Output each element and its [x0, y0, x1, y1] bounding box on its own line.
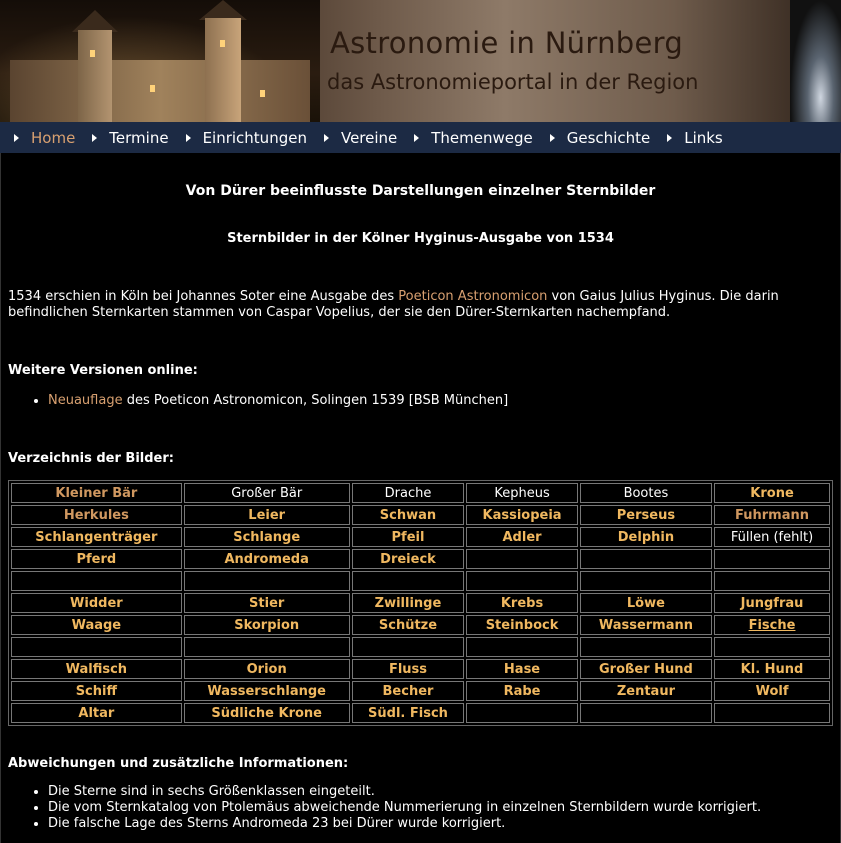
table-cell-constellation: Füllen (fehlt)	[714, 527, 830, 547]
nav-item-links[interactable]	[667, 129, 723, 147]
table-cell-constellation[interactable]: Jungfrau	[714, 593, 830, 613]
table-row	[11, 703, 830, 723]
table-cell-constellation[interactable]: Kassiopeia	[466, 505, 577, 525]
table-cell-constellation[interactable]: Leier	[184, 505, 350, 525]
table-cell-constellation[interactable]: Becher	[352, 681, 465, 701]
table-cell-constellation[interactable]: Löwe	[580, 593, 712, 613]
table-cell-constellation[interactable]: Orion	[184, 659, 350, 679]
nav-link-themenwege[interactable]: Themenwege	[431, 128, 533, 147]
table-cell-empty	[714, 549, 830, 569]
table-cell-constellation[interactable]: Andromeda	[184, 549, 350, 569]
list-item: • Die vom Sternkatalog von Ptolemäus abweichende Nummerierung in einzelnen Sternbildern wurde korrigiert.	[48, 800, 761, 816]
arrow-right-icon	[92, 134, 97, 142]
nav-link-geschichte[interactable]: Geschichte	[566, 128, 651, 147]
table-cell-constellation[interactable]: Schiff	[11, 681, 182, 701]
arrow-right-icon	[324, 134, 329, 142]
arrow-right-icon	[550, 134, 555, 142]
poeticon-link[interactable]: Poeticon Astronomicon	[398, 289, 548, 304]
table-cell-constellation[interactable]: Dreieck	[352, 549, 465, 569]
neuauflage-link[interactable]: Neuauflage	[48, 393, 123, 408]
table-cell-empty	[714, 703, 830, 723]
table-cell-constellation[interactable]: Fische	[714, 615, 830, 635]
header-banner	[0, 0, 841, 122]
nav-item-einrichtungen[interactable]	[186, 129, 307, 147]
table-cell-constellation: Drache	[352, 483, 465, 503]
table-cell-constellation[interactable]: Wolf	[714, 681, 830, 701]
nav-link-vereine[interactable]: Vereine	[340, 128, 398, 147]
main-nav	[0, 122, 841, 153]
arrow-right-icon	[14, 134, 19, 142]
table-cell-constellation[interactable]: Fluss	[352, 659, 465, 679]
table-cell-empty	[580, 571, 712, 591]
table-cell-constellation[interactable]: Zentaur	[580, 681, 712, 701]
table-cell-constellation[interactable]: Wasserschlange	[184, 681, 350, 701]
table-cell-constellation[interactable]: Widder	[11, 593, 182, 613]
notes-list	[8, 784, 761, 832]
version-text: des Poeticon Astronomicon, Solingen 1539 [BSB München]	[122, 393, 509, 408]
table-cell-constellation[interactable]: Delphin	[580, 527, 712, 547]
table-row	[11, 615, 830, 635]
table-cell-constellation: Bootes	[580, 483, 712, 503]
table-cell-empty	[11, 637, 182, 657]
table-row	[11, 681, 830, 701]
intro-text-pre: 1534 erschien in Köln bei Johannes Soter eine Ausgabe des	[8, 289, 399, 304]
table-cell-constellation[interactable]: Schütze	[352, 615, 465, 635]
table-cell-constellation[interactable]: Kleiner Bär	[11, 483, 182, 503]
table-row	[11, 593, 830, 613]
table-cell-empty	[466, 571, 577, 591]
table-row	[11, 527, 830, 547]
table-row	[11, 483, 830, 503]
table-cell-constellation[interactable]: Zwillinge	[352, 593, 465, 613]
intro-text-post: von Gaius Julius Hyginus. Die darin befindlichen Sternkarten stammen von Caspar Vopelius, der sie den Dürer-Sternkarten nachempfand.	[8, 289, 779, 320]
armillary-image	[790, 0, 841, 122]
table-cell-constellation[interactable]: Stier	[184, 593, 350, 613]
table-cell-constellation[interactable]: Krone	[714, 483, 830, 503]
nav-item-termine[interactable]	[92, 129, 168, 147]
page-title: Von Dürer beeinflusste Darstellungen einzelner Sternbilder	[185, 183, 656, 199]
table-cell-constellation[interactable]: Rabe	[466, 681, 577, 701]
table-cell-empty	[714, 571, 830, 591]
table-cell-constellation[interactable]: Adler	[466, 527, 577, 547]
table-cell-constellation[interactable]: Walfisch	[11, 659, 182, 679]
table-cell-constellation[interactable]: Herkules	[11, 505, 182, 525]
site-subtitle: das Astronomieportal in der Region	[327, 70, 699, 94]
arrow-right-icon	[414, 134, 419, 142]
table-cell-constellation[interactable]: Hase	[466, 659, 577, 679]
list-item: • Die Sterne sind in sechs Größenklassen eingeteilt.	[48, 784, 761, 800]
table-cell-constellation[interactable]: Waage	[11, 615, 182, 635]
table-cell-constellation[interactable]: Kl. Hund	[714, 659, 830, 679]
table-cell-empty	[714, 637, 830, 657]
arrow-right-icon	[667, 134, 672, 142]
table-cell-constellation[interactable]: Schwan	[352, 505, 465, 525]
table-cell-constellation[interactable]: Perseus	[580, 505, 712, 525]
list-item: • Die falsche Lage des Sterns Andromeda 23 bei Dürer wurde korrigiert.	[48, 816, 761, 832]
nav-link-links[interactable]: Links	[684, 128, 723, 147]
list-item	[48, 393, 508, 409]
nav-item-home[interactable]	[14, 129, 75, 147]
table-cell-constellation[interactable]: Fuhrmann	[714, 505, 830, 525]
table-row	[11, 549, 830, 569]
constellation-table	[8, 480, 833, 726]
intro-paragraph	[8, 289, 828, 321]
site-title: Astronomie in Nürnberg	[330, 26, 684, 60]
table-cell-empty	[352, 571, 465, 591]
versions-heading: Weitere Versionen online:	[8, 363, 198, 378]
table-cell-constellation[interactable]: Schlange	[184, 527, 350, 547]
table-cell-constellation[interactable]: Südl. Fisch	[352, 703, 465, 723]
castle-photo	[0, 0, 320, 122]
nav-link-termine[interactable]: Termine	[109, 128, 169, 147]
table-cell-constellation[interactable]: Steinbock	[466, 615, 577, 635]
nav-item-vereine[interactable]	[324, 129, 397, 147]
table-cell-constellation[interactable]: Schlangenträger	[11, 527, 182, 547]
table-cell-constellation[interactable]: Skorpion	[184, 615, 350, 635]
versions-list	[8, 393, 508, 409]
table-row	[11, 659, 830, 679]
table-cell-empty	[466, 549, 577, 569]
table-cell-constellation[interactable]: Altar	[11, 703, 182, 723]
nav-item-geschichte[interactable]	[550, 129, 650, 147]
table-cell-constellation[interactable]: Pfeil	[352, 527, 465, 547]
table-row	[11, 571, 830, 591]
page-subtitle: Sternbilder in der Kölner Hyginus-Ausgabe von 1534	[227, 231, 614, 246]
table-cell-constellation[interactable]: Krebs	[466, 593, 577, 613]
table-cell-constellation[interactable]: Großer Hund	[580, 659, 712, 679]
table-cell-empty	[466, 637, 577, 657]
index-heading: Verzeichnis der Bilder:	[8, 451, 174, 466]
table-cell-empty	[466, 703, 577, 723]
table-cell-empty	[352, 637, 465, 657]
table-cell-constellation: Großer Bär	[184, 483, 350, 503]
notes-heading: Abweichungen und zusätzliche Informationen:	[8, 756, 349, 771]
table-cell-constellation[interactable]: Wassermann	[580, 615, 712, 635]
table-row	[11, 637, 830, 657]
nav-item-themenwege[interactable]	[414, 129, 533, 147]
table-cell-empty	[580, 703, 712, 723]
table-cell-constellation[interactable]: Pferd	[11, 549, 182, 569]
table-row	[11, 505, 830, 525]
main-content	[0, 153, 841, 843]
nav-link-home[interactable]: Home	[31, 128, 76, 147]
table-cell-empty	[184, 637, 350, 657]
table-cell-constellation: Kepheus	[466, 483, 577, 503]
table-cell-empty	[184, 571, 350, 591]
table-cell-constellation[interactable]: Südliche Krone	[184, 703, 350, 723]
table-cell-empty	[11, 571, 182, 591]
nav-link-einrichtungen[interactable]: Einrichtungen	[202, 128, 307, 147]
table-cell-empty	[580, 637, 712, 657]
table-cell-empty	[580, 549, 712, 569]
arrow-right-icon	[186, 134, 191, 142]
